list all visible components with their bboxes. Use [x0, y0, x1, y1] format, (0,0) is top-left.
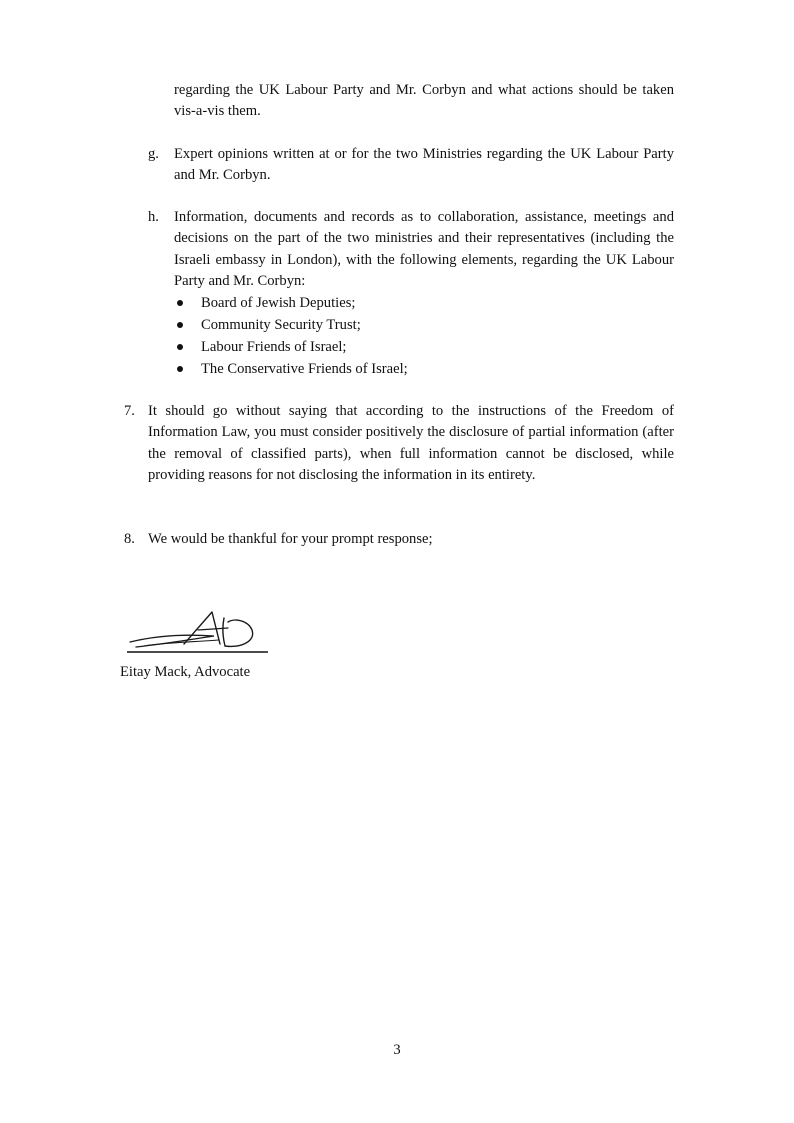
bullet-text: Labour Friends of Israel;	[201, 339, 347, 355]
item-h-text: Information, documents and records as to collaboration, assistance, meetings and decisions on the part of the two ministries and their representatives (including the Israeli embassy in London), with the following elements, regarding the UK Labour Party and Mr. Corbyn:	[174, 209, 674, 290]
handwritten-signature	[124, 606, 274, 666]
item-8-text: We would be thankful for your prompt response;	[148, 531, 433, 547]
bullet-text: Board of Jewish Deputies;	[201, 295, 356, 311]
item-7-text: It should go without saying that according to the instructions of the Freedom of Information Law, you must consider positively the disclosure of partial information (after the removal of classified parts), when full information cannot be disclosed, while providing reasons for not disclosing the information in its entirety.	[148, 403, 674, 484]
item-h-bullet-list	[174, 292, 408, 380]
signer-name: Eitay Mack, Advocate	[120, 664, 251, 680]
item-f-continuation: regarding the UK Labour Party and Mr. Corbyn and what actions should be taken vis-a-vis them.	[174, 82, 674, 120]
item-7-marker: 7.	[124, 403, 135, 419]
bullet-text: Community Security Trust;	[201, 317, 361, 333]
bullet-icon	[177, 322, 183, 328]
item-8-marker: 8.	[124, 531, 135, 547]
item-g-marker: g.	[148, 146, 159, 162]
bullet-icon	[177, 344, 183, 350]
bullet-item	[174, 292, 408, 314]
item-g-text: Expert opinions written at or for the two Ministries regarding the UK Labour Party and Mr. Corbyn.	[174, 146, 674, 184]
item-h-marker: h.	[148, 209, 159, 225]
bullet-item	[174, 336, 408, 358]
bullet-icon	[177, 300, 183, 306]
bullet-item	[174, 314, 408, 336]
bullet-item	[174, 358, 408, 380]
page-number: 3	[393, 1042, 401, 1058]
bullet-icon	[177, 366, 183, 372]
bullet-text: The Conservative Friends of Israel;	[201, 361, 408, 377]
